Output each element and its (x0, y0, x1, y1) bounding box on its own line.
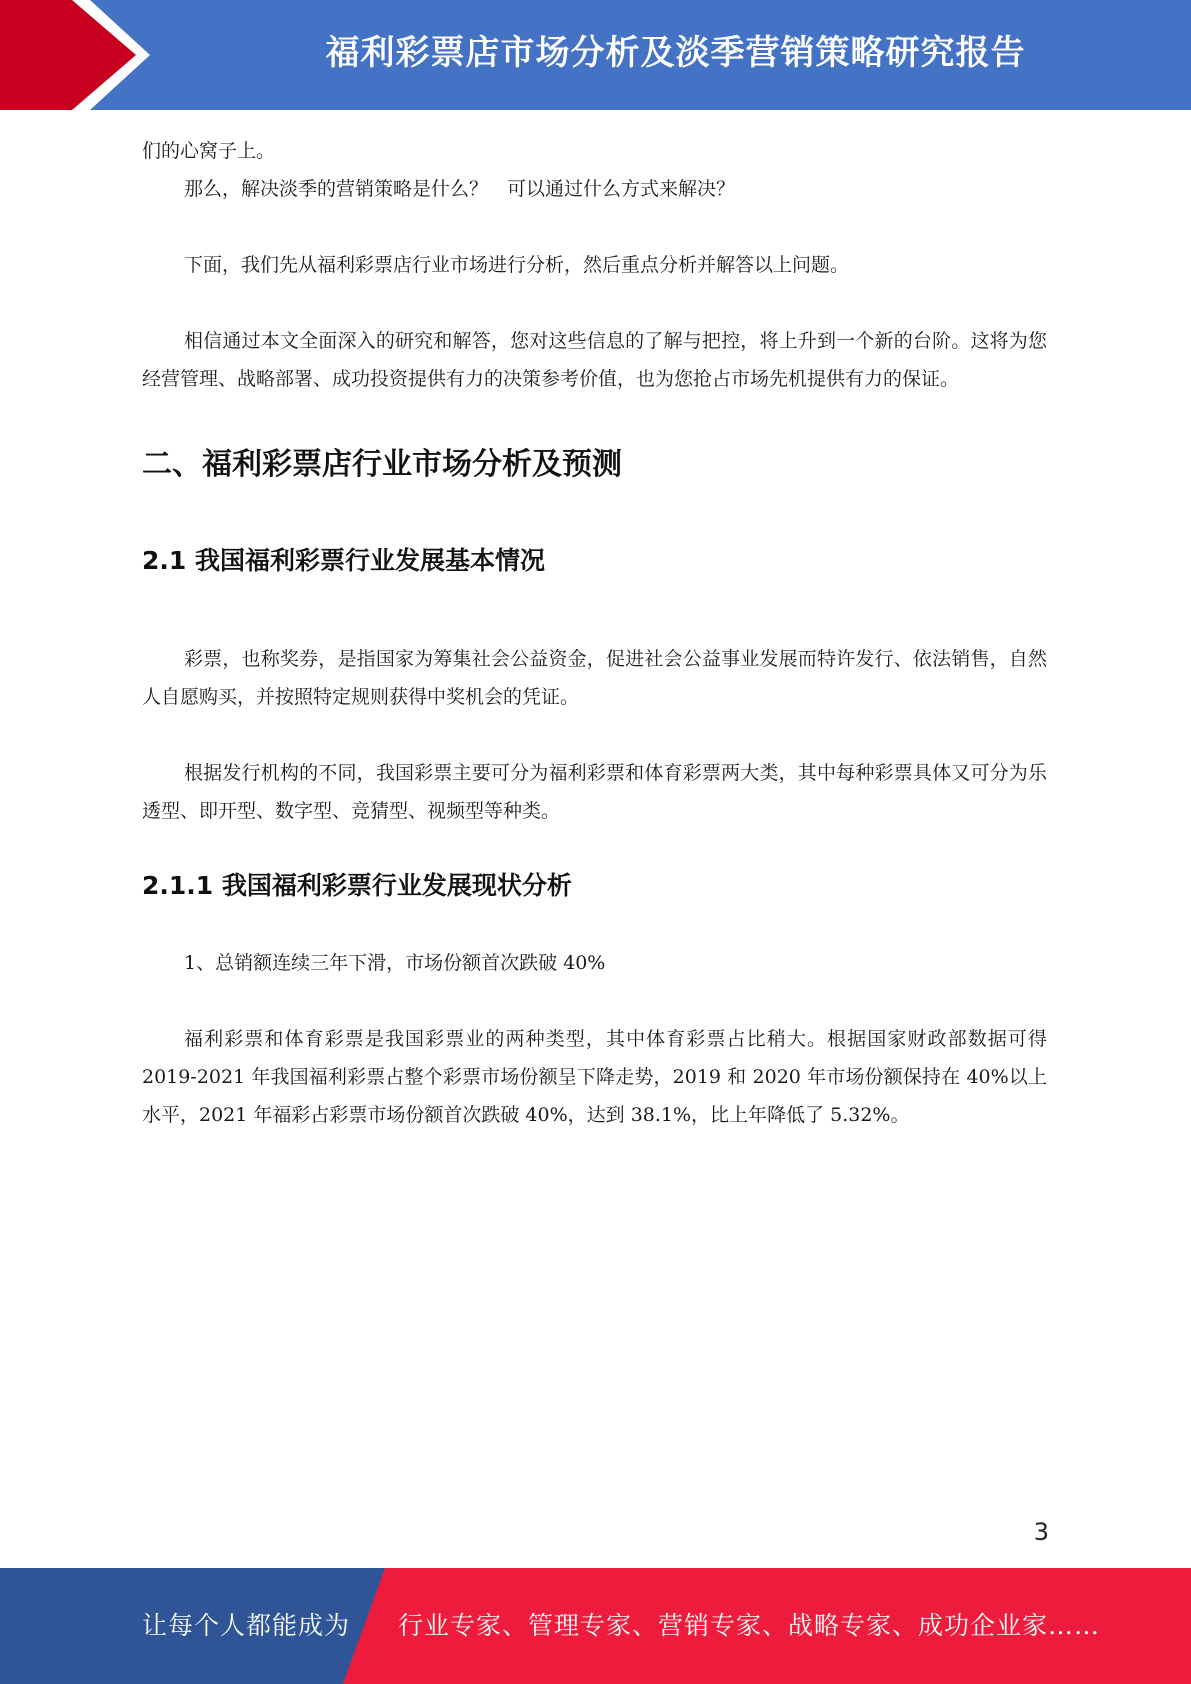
paragraph-question: 那么，解决淡季的营销策略是什么？ 可以通过什么方式来解决？ (184, 178, 736, 200)
paragraph-intro: 下面，我们先从福利彩票店行业市场进行分析，然后重点分析并解答以上问题。 (184, 254, 850, 276)
subsection-heading-2-1-1: 2.1.1 我国福利彩票行业发展现状分析 (142, 871, 572, 900)
paragraph-value: 相信通过本文全面深入的研究和解答，您对这些信息的了解与把控，将上升到一个新的台阶。这将为您经营管理、战略部署、成功投资提供有力的决策参考价值，也为您抢占市场先机提供有力的保证。 (142, 330, 1047, 390)
footer-slogan-right: 行业专家、管理专家、营销专家、战略专家、成功企业家…… (398, 1611, 1101, 1640)
page-number: 3 (1033, 1518, 1049, 1546)
paragraph-point-1: 1、总销额连续三年下滑，市场份额首次跌破 40% (184, 952, 606, 974)
page-footer (0, 1568, 1191, 1684)
header-arrow-icon (0, 0, 140, 110)
subsection-heading-2-1: 2.1 我国福利彩票行业发展基本情况 (142, 546, 545, 575)
section-heading-2: 二、福利彩票店行业市场分析及预测 (142, 447, 622, 482)
page-header (0, 0, 1191, 110)
paragraph-lottery-definition: 彩票，也称奖券，是指国家为筹集社会公益资金，促进社会公益事业发展而特许发行、依法销售，自然人自愿购买，并按照特定规则获得中奖机会的凭证。 (142, 648, 1047, 708)
paragraph-lottery-types: 根据发行机构的不同，我国彩票主要可分为福利彩票和体育彩票两大类，其中每种彩票具体又可分为乐透型、即开型、数字型、竞猜型、视频型等种类。 (142, 762, 1047, 822)
report-title: 福利彩票店市场分析及淡季营销策略研究报告 (325, 33, 1026, 73)
paragraph-continuation: 们的心窝子上。 (142, 140, 276, 162)
footer-slogan-left: 让每个人都能成为 (142, 1611, 351, 1640)
document-body (142, 132, 1047, 1134)
paragraph-market-share: 福利彩票和体育彩票是我国彩票业的两种类型，其中体育彩票占比稍大。根据国家财政部数据可得 2019-2021 年我国福利彩票占整个彩票市场份额呈下降走势，2019 和 2020 年市场份额保持在 40%以上水平，2021 年福彩占彩票市场份额首次跌破 40%，达到 38.1%，比上年降低了 5.32%。 (142, 1028, 1047, 1126)
